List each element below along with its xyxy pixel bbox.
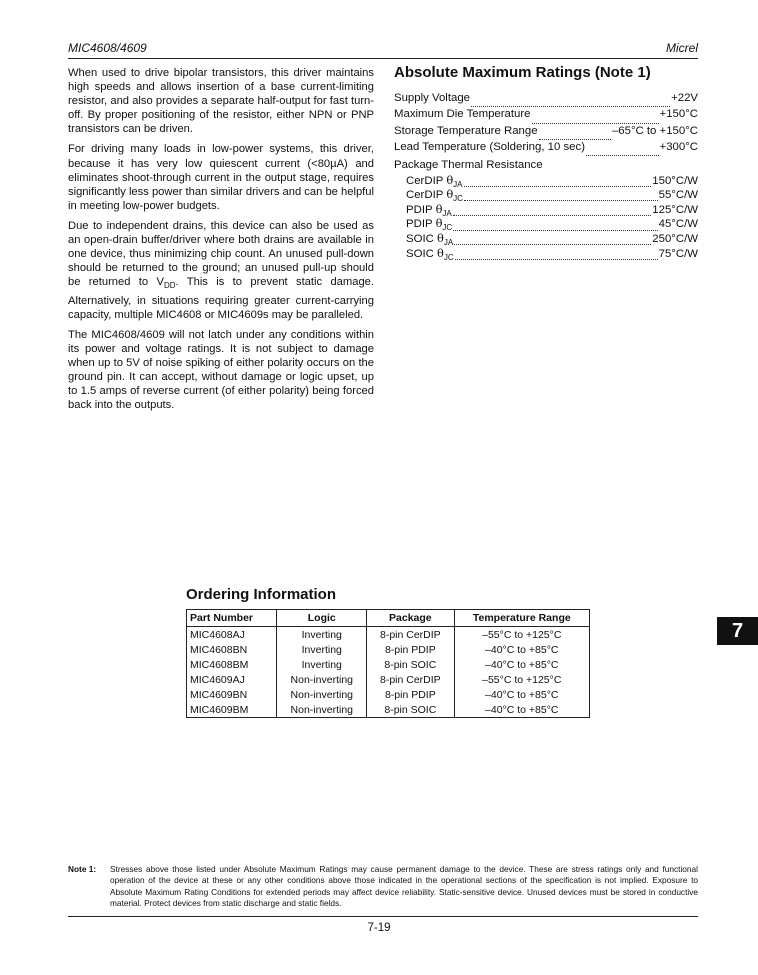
cell-part-number: MIC4609AJ — [187, 672, 277, 687]
thermal-row — [394, 202, 698, 217]
thermal-value: 125°C/W — [652, 203, 698, 216]
body-paragraph-3-tail: . This is to prevent static damage. Alternatively, in situations requiring greater current-carrying capacity, multiple MIC4608 or MIC4609s may be paralleled. — [68, 276, 374, 321]
body-paragraph-4: The MIC4608/4609 will not latch under any conditions within its power and voltage ratings. It is not subject to damage when up to 5V of noise spiking of either polarity occurs on the ground pin. It can accept, without damage or logic upset, up to 1.5 amps of reverse current (of either polarity) being forced back into the outputs. — [68, 328, 374, 412]
footer-rule — [68, 916, 698, 917]
header-rule — [68, 58, 698, 59]
theta-subscript: JC — [453, 194, 463, 204]
table-row — [187, 672, 590, 687]
footnote-text: Stresses above those listed under Absolute Maximum Ratings may cause permanent damage to the device. These are stress ratings only and functional operation of the device at these or any other conditions above those indicated in the operational sections of the specification is not implied. Exposure to Absolute Maximum Rating Conditions for extended periods may affect device reliability. Static-sensitive device. Unused devices must be stored in conductive material. Protect devices from static discharge and static fields. — [110, 864, 698, 909]
theta-symbol: θ — [435, 201, 443, 216]
body-paragraph-2: For driving many loads in low-power systems, this driver, because it has very low quiescent current (<80µA) and eliminates shoot-through current in the output stage, requires significantly less power than similar drivers and can be helpful in meeting low-power budgets. — [68, 143, 374, 212]
cell-temp: –40°C to +85°C — [454, 687, 589, 702]
thermal-value: 45°C/W — [658, 218, 698, 231]
amr-value: +150°C — [659, 108, 698, 121]
leader-dots — [454, 235, 651, 245]
body-paragraph-1: When used to drive bipolar transistors, this driver maintains high speeds and allows insertion of a base current-limiting resistor, and also provides a separate half-output for fast turn-off. By proper positioning of the resistor, either NPN or PNP transistors can be driven. — [68, 67, 374, 136]
amr-label: Lead Temperature (Soldering, 10 sec) — [394, 141, 586, 154]
ordering-table — [186, 609, 590, 718]
thermal-row — [394, 173, 698, 188]
section-tab: 7 — [717, 617, 758, 645]
cell-package: 8-pin PDIP — [367, 642, 454, 657]
cell-temp: –55°C to +125°C — [454, 627, 589, 643]
leader-dots — [464, 191, 658, 201]
amr-list — [394, 92, 698, 260]
thermal-row — [394, 246, 698, 261]
theta-symbol: θ — [437, 245, 444, 260]
thermal-row — [394, 187, 698, 202]
theta-symbol: θ — [437, 230, 444, 245]
page-header — [68, 41, 698, 57]
cell-logic: Non-inverting — [277, 687, 367, 702]
cell-part-number: MIC4609BM — [187, 702, 277, 718]
cell-logic: Non-inverting — [277, 672, 367, 687]
package-thermal-label: Package Thermal Resistance — [394, 158, 543, 171]
cell-part-number: MIC4608BM — [187, 657, 277, 672]
cell-part-number: MIC4608AJ — [187, 627, 277, 643]
theta-symbol: θ — [435, 216, 443, 231]
amr-row — [394, 92, 698, 108]
amr-row — [394, 141, 698, 157]
cell-temp: –40°C to +85°C — [454, 642, 589, 657]
leader-dots — [539, 130, 611, 140]
theta-symbol: θ — [446, 187, 454, 202]
theta-symbol: θ — [446, 172, 454, 187]
col-part-number: Part Number — [187, 610, 277, 627]
ordering-info-title: Ordering Information — [186, 586, 336, 603]
thermal-label — [406, 187, 463, 204]
amr-row — [394, 108, 698, 124]
theta-subscript: JA — [443, 237, 454, 247]
page-number: 7-19 — [367, 922, 391, 934]
thermal-row — [394, 216, 698, 231]
absolute-max-ratings — [394, 64, 698, 260]
table-header-row — [187, 610, 590, 627]
cell-logic: Non-inverting — [277, 702, 367, 718]
thermal-label — [406, 216, 453, 233]
amr-label: Maximum Die Temperature — [394, 108, 531, 121]
cell-package: 8-pin CerDIP — [367, 672, 454, 687]
cell-part-number: MIC4609BN — [187, 687, 277, 702]
amr-label: Supply Voltage — [394, 92, 470, 104]
thermal-value: 250°C/W — [652, 232, 698, 245]
table-row — [187, 687, 590, 702]
table-row — [187, 642, 590, 657]
cell-logic: Inverting — [277, 642, 367, 657]
col-package: Package — [367, 610, 454, 627]
body-paragraph-3 — [68, 219, 374, 322]
package-name: CerDIP — [406, 189, 444, 202]
cell-package: 8-pin SOIC — [367, 657, 454, 672]
amr-value: –65°C to +150°C — [611, 124, 698, 137]
body-paragraph-3-text: Due to independent drains, this device can also be used as an open-drain buffer/driver where both drains are available in one device, thus minimizing chip count. An unused pull-down should be returned to the ground; an unused pull-up should be returned to V — [68, 219, 374, 289]
thermal-value: 55°C/W — [658, 189, 698, 202]
cell-part-number: MIC4608BN — [187, 642, 277, 657]
amr-title: Absolute Maximum Ratings (Note 1) — [394, 64, 651, 81]
theta-subscript: JA — [453, 179, 463, 189]
amr-value: +22V — [671, 92, 698, 104]
amr-row — [394, 125, 698, 141]
table-row — [187, 627, 590, 643]
body-text-column — [68, 66, 374, 418]
cell-temp: –55°C to +125°C — [454, 672, 589, 687]
package-name: SOIC — [406, 232, 434, 245]
leader-dots — [532, 114, 659, 124]
thermal-label — [406, 202, 452, 216]
thermal-label — [406, 173, 463, 187]
thermal-value: 75°C/W — [658, 247, 698, 260]
footnote-label: Note 1: — [68, 864, 97, 874]
vdd-subscript: DD — [163, 281, 176, 291]
leader-dots — [453, 221, 657, 231]
leader-dots — [455, 250, 658, 260]
leader-dots — [464, 177, 652, 187]
cell-package: 8-pin SOIC — [367, 702, 454, 718]
table-row — [187, 657, 590, 672]
theta-subscript: JC — [443, 252, 454, 262]
theta-subscript: JC — [442, 223, 453, 233]
cell-temp: –40°C to +85°C — [454, 702, 589, 718]
amr-label: Storage Temperature Range — [394, 124, 538, 137]
leader-dots — [586, 146, 659, 156]
leader-dots — [471, 97, 670, 107]
cell-temp: –40°C to +85°C — [454, 657, 589, 672]
header-part-number: MIC4608/4609 — [68, 41, 147, 55]
cell-package: 8-pin PDIP — [367, 687, 454, 702]
col-logic: Logic — [277, 610, 367, 627]
thermal-label — [406, 246, 454, 260]
package-name: CerDIP — [406, 174, 444, 187]
thermal-label — [406, 231, 453, 245]
package-name: SOIC — [406, 247, 434, 260]
theta-subscript: JA — [442, 208, 452, 218]
cell-logic: Inverting — [277, 627, 367, 643]
package-name: PDIP — [406, 203, 433, 216]
cell-logic: Inverting — [277, 657, 367, 672]
thermal-row — [394, 231, 698, 246]
amr-value: +300°C — [659, 141, 698, 154]
cell-package: 8-pin CerDIP — [367, 627, 454, 643]
leader-dots — [453, 206, 652, 216]
table-row — [187, 702, 590, 718]
package-name: PDIP — [406, 218, 433, 231]
thermal-value: 150°C/W — [652, 174, 698, 187]
header-company: Micrel — [666, 41, 698, 55]
col-temperature-range: Temperature Range — [454, 610, 589, 627]
